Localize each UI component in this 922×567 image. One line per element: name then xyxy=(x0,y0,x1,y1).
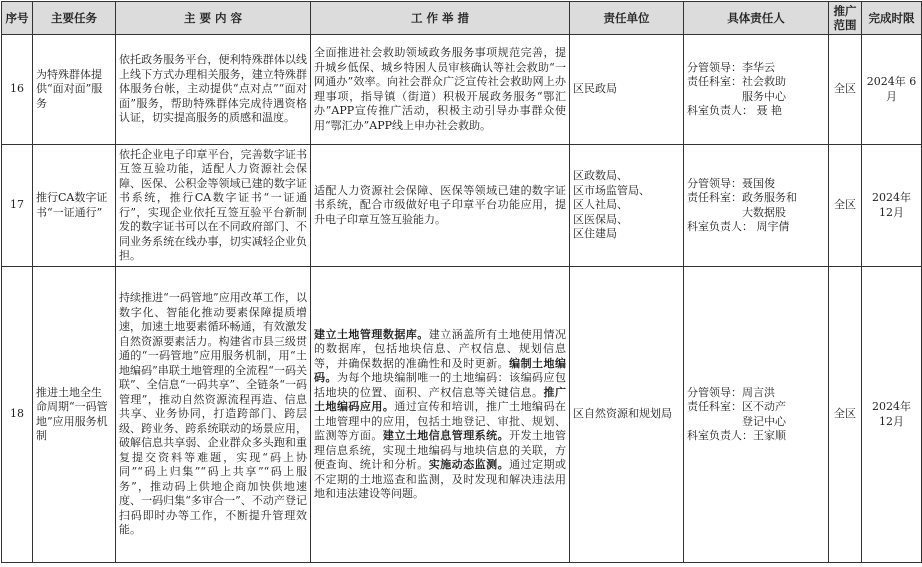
header-row xyxy=(2,2,922,35)
unit-line: 区医保局、 xyxy=(573,212,628,226)
measure-text: 为每个地块编制唯一的土地编码：该编码应包括地块的位置、面积、产权信息等关键信息。 xyxy=(314,371,566,399)
header-measures: 工 作 举 措 xyxy=(311,2,570,35)
row-scope: 全区 xyxy=(829,145,862,267)
row-content: 持续推进“一码管地”应用改革工作，以数字化、智能化推动要素保障提质增速，加速土地要素循环畅通，有效激发自然资源要素活力。构建省市县三级贯通的“一码管地”应用服务机制，用“土地编码”串联土地管理的全流程“一码关联”、全信息“一码共享”、全链条“一码管理”，推动自然资源流程再造、信息共享、业务协同，打造跨部门、跨层级、跨业务、跨系统联动的场景应用，破解信息共享弱、企业群众多头跑和重复提交资料等难题，实现“码上协同”“码上归集”“码上共享”“码上服务”，推动码上供地企商加快供地速度、一码归集“多审合一”、不动产登记扫码即时办等工作，不断提升管理效能。 xyxy=(116,267,311,563)
person-line: 科室负责人： 聂 艳 xyxy=(687,104,782,117)
row-unit xyxy=(570,145,684,267)
header-deadline: 完成时限 xyxy=(862,2,922,35)
measure-heading: 实施动态监测。 xyxy=(428,458,510,471)
row-unit xyxy=(570,267,684,563)
person-line: 责任科室：社会救助 xyxy=(687,75,786,88)
person-line: 分管领导：李华云 xyxy=(687,60,775,74)
header-no: 序号 xyxy=(2,2,33,35)
header-content: 主 要 内 容 xyxy=(116,2,311,35)
row-person xyxy=(684,145,829,267)
measure-text: 通过宣传和培训，推广土地编码在土地管理中的应用，包括土地登记、审批、规划、监测等方面。 xyxy=(314,400,567,442)
person-line: 分管领导：聂国俊 xyxy=(687,176,775,190)
row-no: 16 xyxy=(2,35,33,145)
table-row xyxy=(2,35,922,145)
row-scope: 全区 xyxy=(829,35,862,145)
row-no: 18 xyxy=(2,267,33,563)
measure-heading: 建立土地信息管理系统。 xyxy=(382,429,510,442)
table-row xyxy=(2,145,922,267)
row-measures: 全面推进社会救助领域政务服务事项规范完善，提升城乡低保、城乡特困人员审核确认等社会救助“一网通办”效率。向社会群众广泛宣传社会救助网上办理事项，指导镇（街道）积极开展政务服务“鄂汇办”APP宣传推广活动，积极主动引导办事群众使用“鄂汇办”APP线上申办社会救助。 xyxy=(311,35,570,145)
row-scope: 全区 xyxy=(829,267,862,563)
measure-text: 通过定期或不定期的土地巡查和监测，及时发现和解决违法用地和违法建设等问题。 xyxy=(314,458,567,500)
person-line: 分管领导：周言洪 xyxy=(687,385,775,399)
row-measures: 适配人力资源社会保障、医保等领域已建的数字证书系统，配合市级做好电子印章平台功能应用，提升电子印章互签互验能力。 xyxy=(311,145,570,267)
person-line: 大数据股 xyxy=(687,205,786,219)
row-content: 依托企业电子印章平台，完善数字证书互签互验功能，适配人力资源社会保障、医保、公积金等领域已建的数字证书系统，推行CA数字证书“一证通行”，实现企业依托互签互验平台新制发的数字证书可以在不同政府部门、不同业务系统在线办事，切实减轻企业负担。 xyxy=(116,145,311,267)
row-task: 推行CA数字证书“一证通行” xyxy=(33,145,116,267)
unit-line: 区政数局、 xyxy=(573,169,628,183)
task-table xyxy=(1,1,922,563)
row-deadline: 2024年 12月 xyxy=(862,267,922,563)
person-line: 科室负责人：王家顺 xyxy=(687,429,786,442)
measure-heading: 编制土地编码。 xyxy=(314,356,567,384)
row-unit xyxy=(570,35,684,145)
row-person xyxy=(684,35,829,145)
header-task: 主要任务 xyxy=(33,2,116,35)
header-person: 具体责任人 xyxy=(684,2,829,35)
unit-line: 区人社局、 xyxy=(573,198,628,212)
header-unit: 责任单位 xyxy=(570,2,684,35)
row-deadline: 2024年 6月 xyxy=(862,35,922,145)
measure-heading: 推广土地编码应用。 xyxy=(314,385,567,413)
person-line: 责任科室：政务服务和 xyxy=(687,191,797,204)
measure-text: 开发土地管理信息系统，实现土地编码与地块信息的关联，方便查询、统计和分析。 xyxy=(314,429,567,471)
row-task: 推进土地全生命周期“一码管地”应用服务机制 xyxy=(33,267,116,563)
row-content: 依托政务服务平台，便利特殊群体以线上线下方式办理相关服务，建立特殊群体服务台帐，主动提供“点对点”“面对面”服务，帮助特殊群体完成待遇资格认证，切实提高服务的质感和温度。 xyxy=(116,35,311,145)
person-line: 服务中心 xyxy=(687,89,786,103)
person-line: 责任科室：区不动产 xyxy=(687,400,786,413)
header-scope: 推广范围 xyxy=(829,2,862,35)
unit-line: 区住建局 xyxy=(573,227,617,241)
row-no: 17 xyxy=(2,145,33,267)
row-deadline: 2024年 12月 xyxy=(862,145,922,267)
unit-line: 区民政局 xyxy=(573,82,617,96)
table-row xyxy=(2,267,922,563)
row-measures xyxy=(311,267,570,563)
measure-heading: 建立土地管理数据库。 xyxy=(314,327,429,341)
row-person xyxy=(684,267,829,563)
measure-text: 建立涵盖所有土地使用情况的数据库，包括地块信息、产权信息、规划信息等，并确保数据的准确性和及时更新。 xyxy=(314,327,567,370)
row-task: 为特殊群体提供“面对面”服务 xyxy=(33,35,116,145)
unit-line: 区自然资源和规划局 xyxy=(573,407,672,421)
person-line: 科室负责人： 周宇倩 xyxy=(687,220,790,233)
person-line: 登记中心 xyxy=(687,414,786,428)
unit-line: 区市场监管局、 xyxy=(573,183,650,197)
